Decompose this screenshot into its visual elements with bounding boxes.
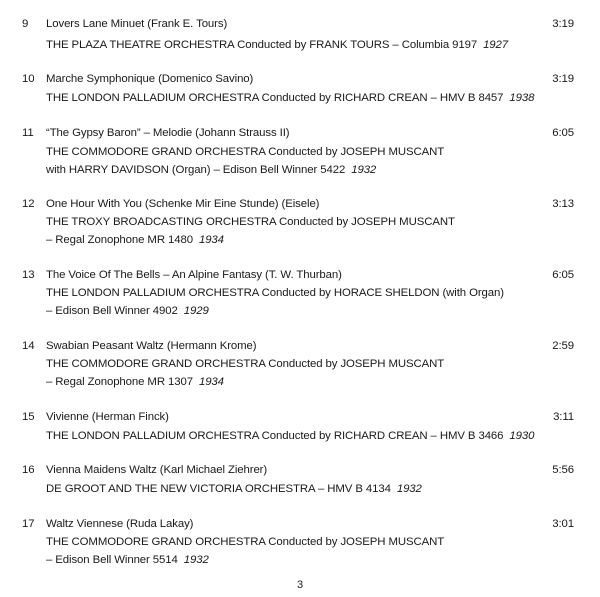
track-title: Swabian Peasant Waltz (Hermann Krome): [46, 340, 257, 352]
performer-line: THE LONDON PALLADIUM ORCHESTRA Conducted by RICHARD CREAN – HMV B 8457 1938: [46, 92, 535, 104]
track-duration: 3:19: [552, 73, 574, 85]
recording-year: 1938: [509, 92, 535, 104]
performer-line: THE LONDON PALLADIUM ORCHESTRA Conducted by RICHARD CREAN – HMV B 3466 1930: [46, 430, 535, 442]
recording-year: 1929: [183, 305, 209, 317]
performer-line: – Edison Bell Winner 4902 1929: [46, 305, 209, 317]
performer-line: – Regal Zonophone MR 1307 1934: [46, 376, 224, 388]
track-duration: 3:01: [552, 518, 574, 530]
performer-line: THE LONDON PALLADIUM ORCHESTRA Conducted by HORACE SHELDON (with Organ): [46, 287, 504, 299]
performer-line: – Regal Zonophone MR 1480 1934: [46, 234, 224, 246]
recording-year: 1927: [483, 39, 509, 51]
recording-year: 1934: [198, 234, 224, 246]
recording-year: 1934: [198, 376, 224, 388]
track-title: Lovers Lane Minuet (Frank E. Tours): [46, 18, 228, 30]
track-title: Marche Symphonique (Domenico Savino): [46, 73, 254, 85]
performer-line: – Edison Bell Winner 5514 1932: [46, 554, 209, 566]
track-number: 10: [22, 73, 35, 85]
performer-line: THE PLAZA THEATRE ORCHESTRA Conducted by FRANK TOURS – Columbia 9197 1927: [46, 39, 509, 51]
recording-year: 1932: [396, 483, 422, 495]
track-number: 11: [22, 127, 34, 139]
track-title: Vienna Maidens Waltz (Karl Michael Ziehrer): [46, 464, 268, 476]
recording-year: 1930: [509, 430, 535, 442]
performer-line: THE COMMODORE GRAND ORCHESTRA Conducted by JOSEPH MUSCANT: [46, 358, 445, 370]
performer-line: with HARRY DAVIDSON (Organ) – Edison Bell Winner 5422 1932: [46, 164, 377, 176]
track-duration: 2:59: [552, 340, 574, 352]
track-duration: 5:56: [552, 464, 574, 476]
track-duration: 6:05: [552, 269, 574, 281]
performer-line: THE TROXY BROADCASTING ORCHESTRA Conducted by JOSEPH MUSCANT: [46, 216, 455, 228]
performer-line: THE COMMODORE GRAND ORCHESTRA Conducted by JOSEPH MUSCANT: [46, 146, 445, 158]
track-number: 14: [22, 340, 35, 352]
track-duration: 3:11: [553, 411, 574, 423]
track-title: One Hour With You (Schenke Mir Eine Stunde) (Eisele): [46, 198, 320, 210]
track-title: Vivienne (Herman Finck): [46, 411, 169, 423]
track-title: Waltz Viennese (Ruda Lakay): [46, 518, 194, 530]
track-number: 12: [22, 198, 35, 210]
track-title: “The Gypsy Baron” – Melodie (Johann Strauss II): [46, 127, 290, 139]
track-title: The Voice Of The Bells – An Alpine Fantasy (T. W. Thurban): [46, 269, 342, 281]
page-number: 3: [296, 579, 304, 591]
track-number: 16: [22, 464, 35, 476]
performer-line: THE COMMODORE GRAND ORCHESTRA Conducted by JOSEPH MUSCANT: [46, 536, 445, 548]
track-number: 13: [22, 269, 35, 281]
recording-year: 1932: [351, 164, 377, 176]
recording-year: 1932: [183, 554, 209, 566]
track-duration: 3:13: [552, 198, 574, 210]
performer-line: DE GROOT AND THE NEW VICTORIA ORCHESTRA – HMV B 4134 1932: [46, 483, 422, 495]
track-number: 9: [22, 18, 29, 30]
track-duration: 6:05: [552, 127, 574, 139]
track-number: 17: [22, 518, 35, 530]
track-number: 15: [22, 411, 35, 423]
track-duration: 3:19: [552, 18, 574, 30]
